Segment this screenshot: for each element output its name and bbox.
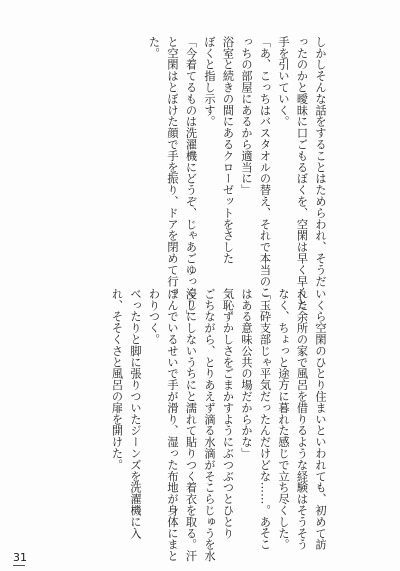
page-number: 31 bbox=[13, 551, 27, 564]
text-line: いくら空閑のひとり住まいといわれても、初めて訪 bbox=[314, 288, 327, 551]
text-line: 浴室と続きの間にあるクローゼットをさした bbox=[221, 36, 235, 264]
text-line: しかしそんな話をすることはためらわれ、そうだ bbox=[314, 36, 327, 287]
text-line: なく、ちょっと途方に暮れた感じで立ち尽くした。 bbox=[277, 288, 290, 551]
text-line: っちの部屋にあるから適当に」 bbox=[240, 36, 253, 196]
text-line: ったのかと曖昧に口ごもるぼくを、空閑は早く早くと bbox=[295, 36, 309, 310]
page-number-rule bbox=[13, 565, 25, 566]
text-line: 手を引いていく。 bbox=[277, 36, 290, 128]
text-line: た。 bbox=[147, 36, 161, 59]
text-line: 「玉砕支部じゃ平気だったんだけどな……。あそこ bbox=[258, 288, 272, 551]
lower-text-block bbox=[61, 288, 329, 562]
text-line: れ、そそくさと風呂の扉を開けた。 bbox=[110, 288, 124, 471]
text-line: 「あ、こっちはバスタオルの替え、それで本当のこ bbox=[258, 36, 272, 299]
text-line: ばんでいるせいで手が滑り、湿った布地が身体にまと bbox=[166, 288, 179, 562]
text-line: れた余所の家で風呂を借りるような経験はそうそう bbox=[295, 288, 309, 551]
text-line: 「今着てるものは洗濯機にどうぞ、じゃあごゆっくり」 bbox=[184, 36, 198, 321]
text-line: 浸しにしないうちにと濡れて貼りつく着衣を取る。汗 bbox=[184, 288, 198, 562]
text-line: べったりと脚に張りついたジーンズを洗濯機に入 bbox=[129, 288, 142, 539]
text-line: はある意味公共の場だからかな」 bbox=[240, 288, 253, 459]
text-line: ぼくと指し示す。 bbox=[203, 36, 216, 128]
text-line: と空閑はとぼけた顔で手を振り、ドアを閉めて行っ bbox=[166, 36, 179, 299]
text-line: 気恥ずかしさをごまかすようにぶつぶつとひとり bbox=[221, 288, 235, 539]
text-line: わりつく。 bbox=[147, 288, 161, 345]
text-line: ごちながら、とりあえず滴る水滴がそこらじゅうを水 bbox=[203, 288, 216, 562]
